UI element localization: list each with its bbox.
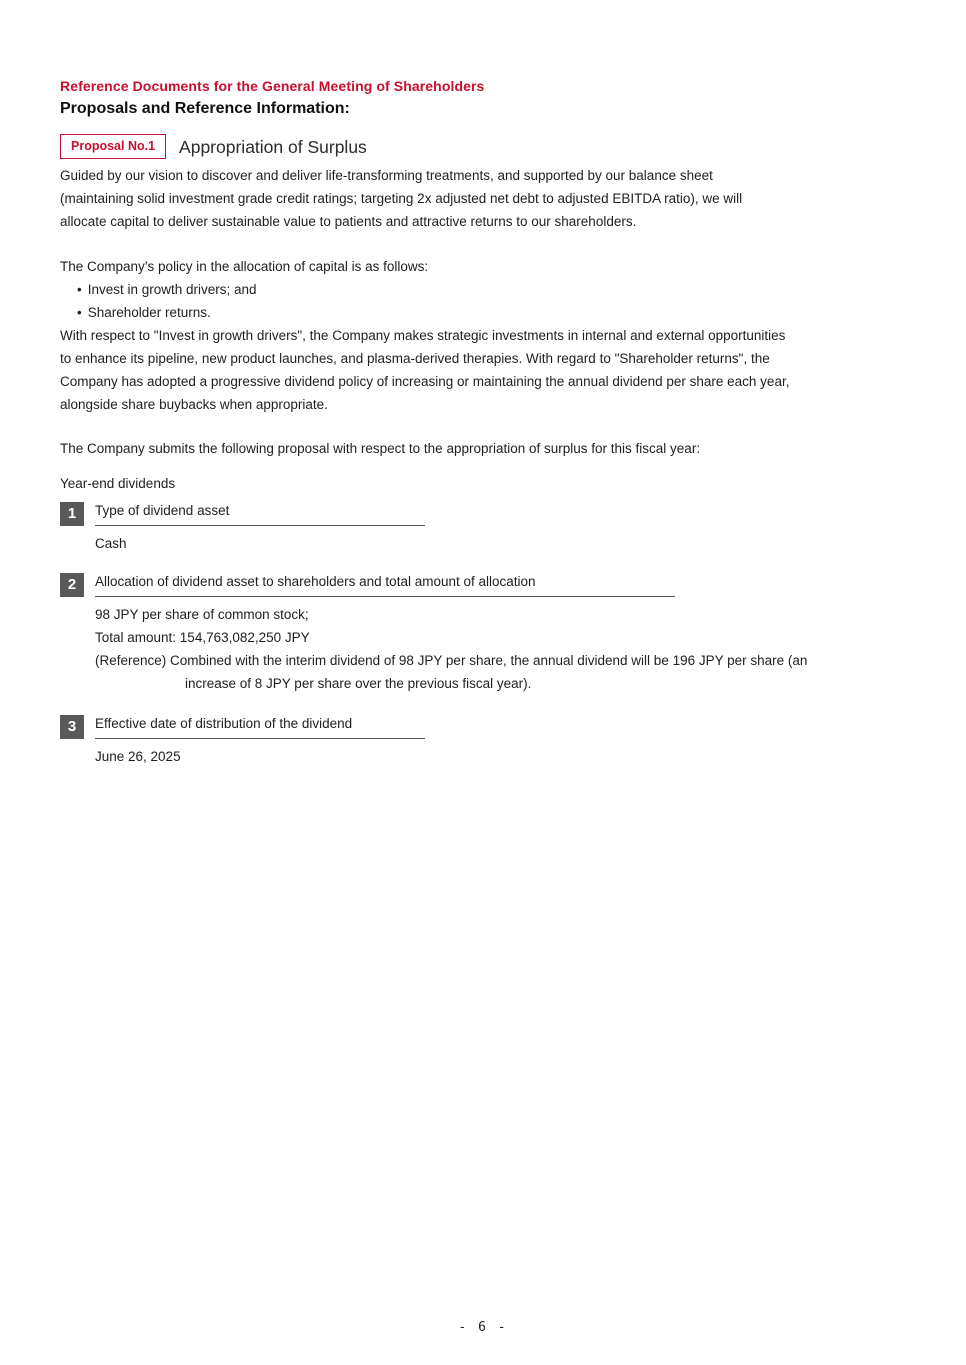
proposal-number-badge: Proposal No.1 — [60, 134, 166, 159]
item-2-body — [95, 603, 906, 695]
proposal-header — [60, 134, 906, 159]
item-1-label-underline — [95, 502, 425, 526]
item-2-body-line-continuation: increase of 8 JPY per share over the previous fiscal year). — [185, 676, 532, 691]
proposal-title: Appropriation of Surplus — [179, 136, 367, 157]
item-2-body-line: 98 JPY per share of common stock; — [95, 607, 309, 622]
intro-paragraph — [60, 164, 906, 233]
page-number: - 6 - — [458, 1320, 508, 1335]
item-2-number-badge: 2 — [60, 573, 84, 597]
policy-lead: The Company’s policy in the allocation of capital is as follows: — [60, 259, 429, 274]
intro-line: (maintaining solid investment grade credit ratings; targeting 2x adjusted net debt to adjusted EBITDA ratio), we will — [60, 191, 743, 206]
intro-line: allocate capital to deliver sustainable value to patients and attractive returns to our shareholders. — [60, 214, 637, 229]
bullet-text: Shareholder returns. — [87, 305, 211, 320]
bullet-item — [60, 278, 906, 301]
item-3-header — [60, 715, 906, 739]
bullet-text: Invest in growth drivers; and — [87, 282, 257, 297]
policy-detail-line: With respect to "Invest in growth drivers", the Company makes strategic investments in internal and external opportunities — [60, 328, 786, 343]
item-1-label: Type of dividend asset — [95, 503, 230, 518]
item-3-body — [95, 745, 906, 768]
policy-bullet-list — [60, 278, 906, 324]
document-series-heading: Reference Documents for the General Meeting of Shareholders — [60, 78, 485, 94]
bullet-icon: • — [77, 305, 82, 320]
item-1-body-line: Cash — [95, 536, 127, 551]
policy-detail-paragraph — [60, 324, 906, 416]
proposal-item-1 — [60, 502, 906, 555]
proposal-item-2 — [60, 573, 906, 695]
item-2-header — [60, 573, 906, 597]
policy-detail-line: to enhance its pipeline, new product launches, and plasma-derived therapies. With regard to "Shareholder returns", the — [60, 351, 770, 366]
policy-detail-line: alongside share buybacks when appropriate. — [60, 397, 328, 412]
item-3-label: Effective date of distribution of the dividend — [95, 716, 353, 731]
item-2-body-line: (Reference) Combined with the interim dividend of 98 JPY per share, the annual dividend will be 196 JPY per share (an — [95, 653, 808, 668]
item-2-body-line: Total amount: 154,763,082,250 JPY — [95, 630, 310, 645]
intro-line: Guided by our vision to discover and deliver life-transforming treatments, and supported by our balance sheet — [60, 168, 713, 183]
item-1-number-badge: 1 — [60, 502, 84, 526]
item-3-number-badge: 3 — [60, 715, 84, 739]
item-2-label: Allocation of dividend asset to shareholders and total amount of allocation — [95, 574, 536, 589]
year-end-dividends-label: Year-end dividends — [60, 476, 176, 491]
bullet-item — [60, 301, 906, 324]
item-1-header — [60, 502, 906, 526]
item-3-body-line: June 26, 2025 — [95, 749, 181, 764]
policy-detail-line: Company has adopted a progressive dividend policy of increasing or maintaining the annual dividend per share each year, — [60, 374, 790, 389]
item-2-label-underline — [95, 573, 675, 597]
item-3-label-underline — [95, 715, 425, 739]
proposal-item-3 — [60, 715, 906, 768]
bullet-icon: • — [77, 282, 82, 297]
item-1-body — [95, 532, 906, 555]
submit-statement: The Company submits the following proposal with respect to the appropriation of surplus for this fiscal year: — [60, 441, 701, 456]
section-heading: Proposals and Reference Information: — [60, 100, 350, 117]
